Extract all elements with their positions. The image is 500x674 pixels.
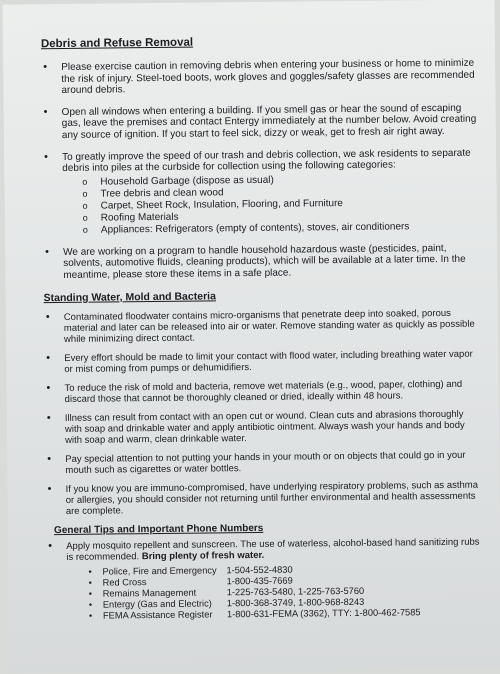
phone-name: Remains Management xyxy=(102,587,197,599)
section-heading-debris: Debris and Refuse Removal xyxy=(40,36,194,51)
section-heading-water: Standing Water, Mold and Bacteria xyxy=(43,289,216,304)
list-item: • Illness can result from contact with an open cut or wound. Clean cuts and abrasions thoroughly with soap and drinkable water and apply antibiotic ointment. Always wash your hands and body with soap and warm, clean drinkable water. xyxy=(41,408,481,446)
list-item xyxy=(42,536,483,622)
category-list xyxy=(62,172,479,236)
document-page xyxy=(3,0,500,674)
list-item: • Contaminated floodwater contains micro-organisms that penetrate deep into soaked, porous material and later can be released into air or water. Remove standing water as quickly as possible while minimizing direct contact. xyxy=(40,307,480,345)
list-item xyxy=(38,147,479,237)
phone-number: 1-800-368-3749, 1-800-968-8243 xyxy=(226,596,365,608)
list-item: • Open all windows when entering a building. If you smell gas or hear the sound of escaping gas, leave the premises and contact Entergy immediately at the number below. Avoid creating any source of ignition. If you start to feel sick, dizzy or weak, get to fresh air right away. xyxy=(38,102,478,141)
list-item-text: To greatly improve the speed of our trash and debris collection, we ask residents to separate debris into piles at the curbside for collection using the following categories: xyxy=(62,147,471,175)
table-row: • Police, Fire and Emergency 1-504-552-4830 xyxy=(88,563,420,577)
category-item: o Appliances: Refrigerators (empty of contents), stoves, air conditioners xyxy=(63,220,479,236)
tips-list xyxy=(42,536,483,622)
water-list xyxy=(40,307,482,517)
list-item: • Please exercise caution in removing debris when entering your business or home to minimize the risk of injury. Steel-toed boots, work gloves and goggles/safety glasses are recommended around debris. xyxy=(37,58,477,97)
list-item: • We are working on a program to handle household hazardous waste (pesticides, paint, solvents, automotive fluids, cleaning products), which will be available at a later time. In the meantime, please store these items in a safe place. xyxy=(39,242,479,281)
table-row: • Remains Management 1-225-763-5480, 1-225-763-5760 xyxy=(89,585,421,599)
category-item: o Tree debris and clean wood xyxy=(62,184,478,200)
tip-text: Apply mosquito repellent and sunscreen. The use of waterless, alcohol-based hand sanitizing rubs is recommended. xyxy=(66,536,480,563)
phone-name: FEMA Assistance Register xyxy=(102,608,213,621)
table-row: • Entergy (Gas and Electric) 1-800-368-3749, 1-800-968-8243 xyxy=(89,596,421,610)
phone-table xyxy=(88,563,420,621)
phone-name: Police, Fire and Emergency xyxy=(102,564,217,577)
debris-list xyxy=(37,58,479,282)
section-heading-tips: General Tips and Important Phone Numbers xyxy=(53,522,264,536)
list-item: • Every effort should be made to limit your contact with flood water, including breathing water vapor or mist coming from pumps or dehumidifiers. xyxy=(40,348,480,375)
list-item: • Pay special attention to not putting your hands in your mouth or on objects that could go in your mouth such as cigarettes or water bottles. xyxy=(41,449,481,476)
phone-name: Entergy (Gas and Electric) xyxy=(102,597,212,610)
phone-number: 1-800-631-FEMA (3362), TTY: 1-800-462-7585 xyxy=(226,606,421,619)
list-item: • If you know you are immuno-compromised, have underlying respiratory problems, such as asthma or allergies, you should consider not returning until further environmental and health assessments are complete. xyxy=(42,479,482,517)
tip-bold-text: Bring plenty of fresh water. xyxy=(141,549,265,562)
phone-name: Red Cross xyxy=(102,576,147,588)
category-item: o Household Garbage (dispose as usual) xyxy=(62,172,478,188)
phone-number: 1-800-435-7669 xyxy=(226,575,293,586)
category-item: o Carpet, Sheet Rock, Insulation, Flooring, and Furniture xyxy=(63,196,479,212)
list-item: • To reduce the risk of mold and bacteria, remove wet materials (e.g., wood, paper, clothing) and discard those that cannot be thoroughly cleaned or dried, ideally within 48 hours. xyxy=(40,378,480,405)
phone-number: 1-504-552-4830 xyxy=(226,564,293,575)
table-row: • Red Cross 1-800-435-7669 xyxy=(89,574,421,588)
table-row: • FEMA Assistance Register 1-800-631-FEMA (3362), TTY: 1-800-462-7585 xyxy=(88,606,421,621)
phone-number: 1-225-763-5480, 1-225-763-5760 xyxy=(226,585,365,597)
category-item: o Roofing Materials xyxy=(63,208,479,224)
